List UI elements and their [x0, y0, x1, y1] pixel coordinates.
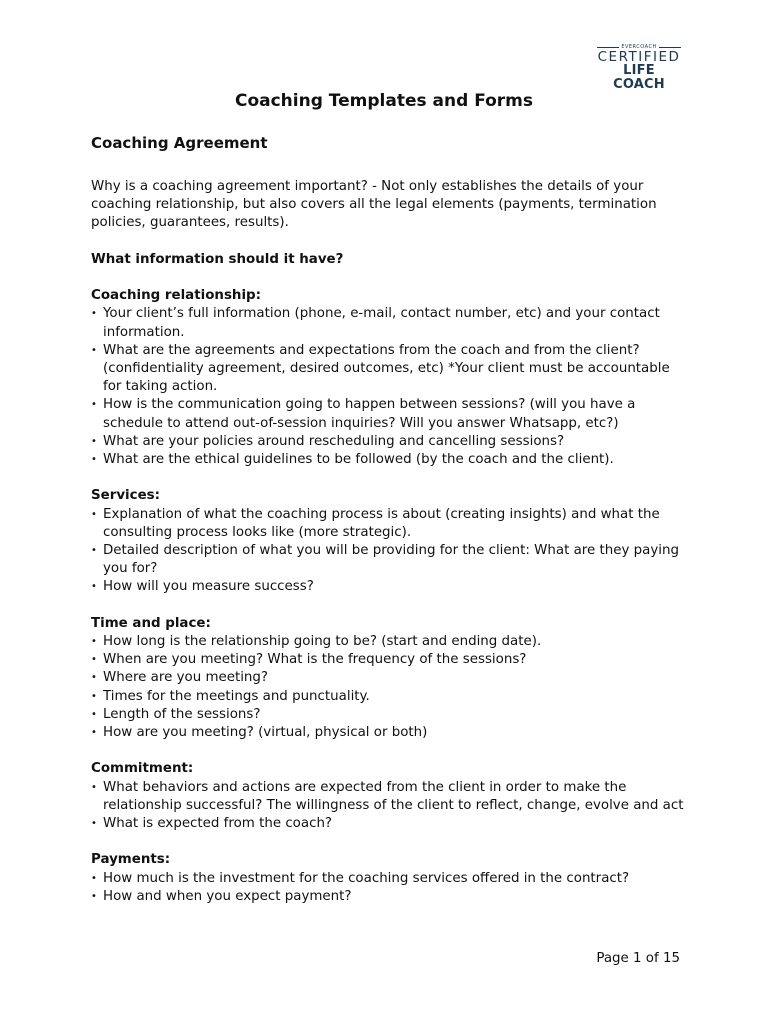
group-heading: Coaching relationship: [91, 288, 261, 304]
bullet-list [91, 305, 691, 469]
bullet-item: • What is expected from the coach? [91, 815, 691, 833]
logo-rule-right [659, 47, 681, 48]
bullet-list [91, 506, 691, 597]
logo-life-coach-text: LIFE COACH [613, 63, 665, 92]
document-body [91, 178, 691, 924]
bullet-item: • What are the agreements and expectations from the coach and from the client? (confidentiality agreement, desired outcomes, etc) *Your client must be accountable for taking action. [91, 342, 691, 397]
group-heading: Services: [91, 488, 160, 504]
info-groups [91, 287, 691, 906]
bullet-list [91, 633, 691, 742]
logo-rule-left [597, 47, 619, 48]
page-number: Page 1 of 15 [596, 951, 680, 966]
bullet-item: • What behaviors and actions are expected from the client in order to make the relationship successful? The willingness of the client to reflect, change, evolve and act [91, 779, 691, 815]
logo-certified-text: CERTIFIED [597, 49, 681, 65]
group-heading: Payments: [91, 852, 171, 868]
bullet-item: • How is the communication going to happen between sessions? (will you have a schedule to attend out-of-session inquiries? Will you answer Whatsapp, etc?) [91, 396, 691, 432]
logo-brand-text: EVERCOACH [621, 44, 657, 50]
page-title: Coaching Templates and Forms [234, 91, 534, 111]
info-group [91, 851, 691, 906]
intro-paragraph: Why is a coaching agreement important? - Not only establishes the details of your coaching relationship, but also covers all the legal elements (payments, termination policies, guarantees, results). [91, 179, 657, 231]
bullet-item: • Explanation of what the coaching process is about (creating insights) and what the consulting process looks like (more strategic). [91, 506, 691, 542]
info-group [91, 760, 691, 833]
bullet-item: • Your client’s full information (phone, e-mail, contact number, etc) and your contact information. [91, 305, 691, 341]
bullet-item: • Where are you meeting? [91, 669, 691, 687]
section-title: Coaching Agreement [91, 134, 268, 152]
bullet-item: • What are the ethical guidelines to be followed (by the coach and the client). [91, 451, 691, 469]
bullet-item: • How long is the relationship going to be? (start and ending date). [91, 633, 691, 651]
group-heading: Time and place: [91, 615, 211, 631]
info-group [91, 615, 691, 742]
info-group [91, 287, 691, 469]
bullet-item: • When are you meeting? What is the frequency of the sessions? [91, 651, 691, 669]
bullet-item: • Detailed description of what you will be providing for the client: What are they paying you for? [91, 542, 691, 578]
bullet-item: • How much is the investment for the coaching services offered in the contract? [91, 870, 691, 888]
bullet-item: • Times for the meetings and punctuality. [91, 688, 691, 706]
bullet-list [91, 870, 691, 906]
bullet-list [91, 779, 691, 834]
certified-life-coach-logo [597, 44, 681, 92]
question-heading: What information should it have? [91, 251, 344, 267]
bullet-item: • What are your policies around rescheduling and cancelling sessions? [91, 433, 691, 451]
bullet-item: • How will you measure success? [91, 578, 691, 596]
bullet-item: • How and when you expect payment? [91, 888, 691, 906]
bullet-item: • How are you meeting? (virtual, physical or both) [91, 724, 691, 742]
bullet-item: • Length of the sessions? [91, 706, 691, 724]
group-heading: Commitment: [91, 761, 194, 777]
info-group [91, 487, 691, 596]
